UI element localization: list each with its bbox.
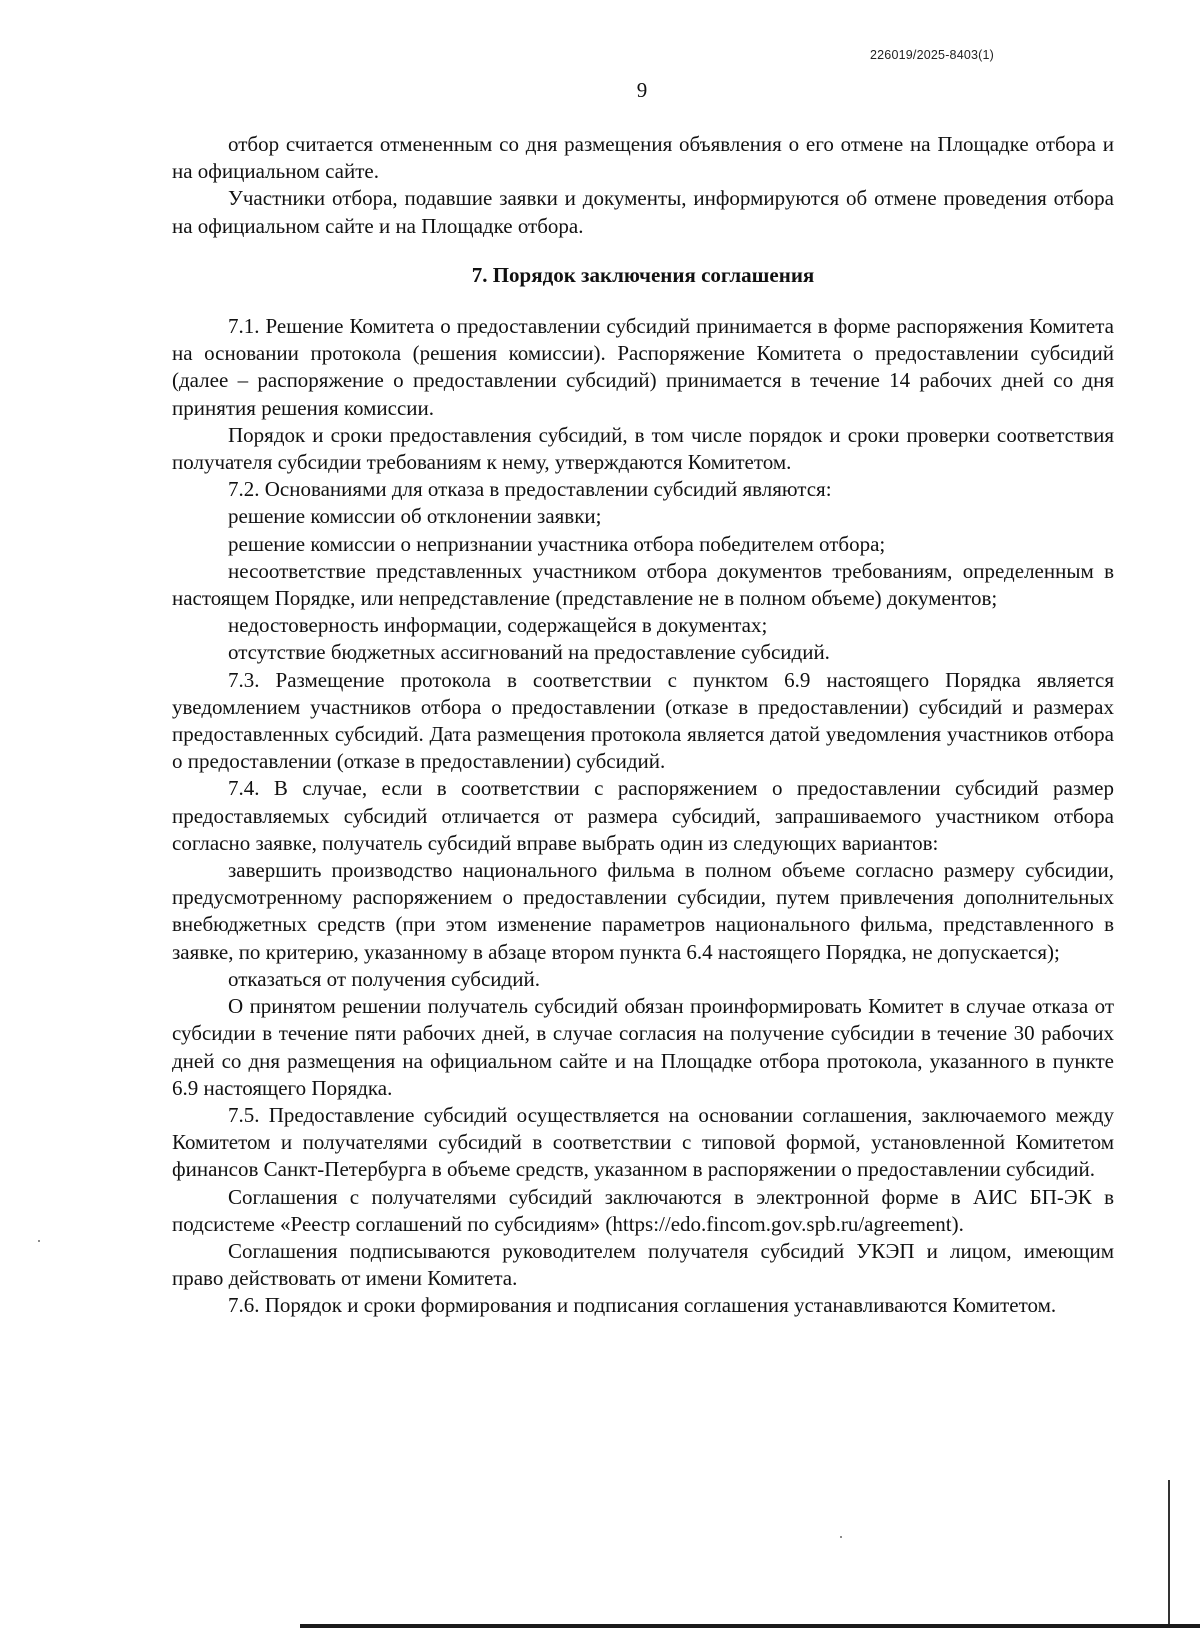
scan-speck (38, 1240, 40, 1242)
list-item: завершить производство национального фильма в полном объеме согласно размеру субсидии, предусмотренному распоряжением о предоставлении субсидии, путем привлечения дополнительных внебюджетных средств (при этом изменение параметров национального фильма, представленного в заявке, по критерию, указанному в абзаце втором пункта 6.4 настоящего Порядка, не допускается); (172, 858, 1114, 964)
paragraph: 7.5. Предоставление субсидий осуществляется на основании соглашения, заключаемого между Комитетом и получателями субсидий в соответствии с типовой формой, установленной Комитетом финансов Санкт-Петербурга в объеме средств, указанном в распоряжении о предоставлении субсидий. (172, 1102, 1114, 1182)
paragraph: О принятом решении получатель субсидий обязан проинформировать Комитет в случае отказа от субсидии в течение пяти рабочих дней, в случае согласия на получение субсидии в течение 30 рабочих дней со дня размещения на официальном сайте и на Площадке отбора протокола, указанного в пункте 6.9 настоящего Порядка. (172, 994, 1114, 1100)
paragraph: 7.3. Размещение протокола в соответствии с пунктом 6.9 настоящего Порядка является уведомлением участников отбора о предоставлении (отказе в предоставлении) субсидий и размерах предоставленных субсидий. Дата размещения протокола является датой уведомления участников отбора о предоставлении (отказе в предоставлении) субсидий. (172, 667, 1114, 774)
list-item: недостоверность информации, содержащейся в документах; (228, 613, 768, 638)
scan-bottom-edge (300, 1624, 1200, 1628)
page-number: 9 (636, 78, 648, 102)
list-item: решение комиссии о непризнании участника отбора победителем отбора; (228, 531, 886, 556)
document-registration-number: 226019/2025-8403(1) (870, 48, 995, 62)
paragraph: отбор считается отмененным со дня размещения объявления о его отмене на Площадке отбора и на официальном сайте. (172, 132, 1114, 184)
list-item: отказаться от получения субсидий. (228, 966, 540, 991)
paragraph: 7.6. Порядок и сроки формирования и подписания соглашения устанавливаются Комитетом. (228, 1293, 1057, 1318)
paragraph: 7.1. Решение Комитета о предоставлении субсидий принимается в форме распоряжения Комитета на основании протокола (решения комиссии). Распоряжение Комитета о предоставлении субсидий (далее – распоряжение о предоставлении субсидий) принимается в течение 14 рабочих дней со дня принятия решения комиссии. (172, 314, 1114, 420)
paragraph: Соглашения с получателями субсидий заключаются в электронной форме в АИС БП-ЭК в подсистеме «Реестр соглашений по субсидиям» (https://edo.fincom.gov.spb.ru/agreement). (172, 1184, 1114, 1236)
section-title: 7. Порядок заключения соглашения (471, 262, 815, 287)
scan-speck (840, 1536, 842, 1538)
paragraph: Участники отбора, подавшие заявки и документы, информируются об отмене проведения отбора на официальном сайте и на Площадке отбора. (172, 186, 1114, 238)
paragraph: Соглашения подписываются руководителем получателя субсидий УКЭП и лицом, имеющим право действовать от имени Комитета. (172, 1238, 1114, 1291)
list-item: решение комиссии об отклонении заявки; (228, 504, 602, 529)
document-body (172, 131, 1114, 1320)
paragraph: Порядок и сроки предоставления субсидий, в том числе порядок и сроки проверки соответствия получателя субсидии требованиям к нему, утверждаются Комитетом. (172, 422, 1114, 475)
scan-edge-line (1168, 1480, 1170, 1628)
paragraph: 7.4. В случае, если в соответствии с распоряжением о предоставлении субсидий размер предоставляемых субсидий отличается от размера субсидий, запрашиваемого участником отбора согласно заявке, получатель субсидий вправе выбрать один из следующих вариантов: (172, 776, 1114, 855)
paragraph: 7.2. Основаниями для отказа в предоставлении субсидий являются: (228, 477, 832, 502)
list-item: несоответствие представленных участником отбора документов требованиям, определенным в настоящем Порядке, или непредставление (представление не в полном объеме) документов; (172, 558, 1114, 611)
list-item: отсутствие бюджетных ассигнований на предоставление субсидий. (228, 640, 830, 665)
